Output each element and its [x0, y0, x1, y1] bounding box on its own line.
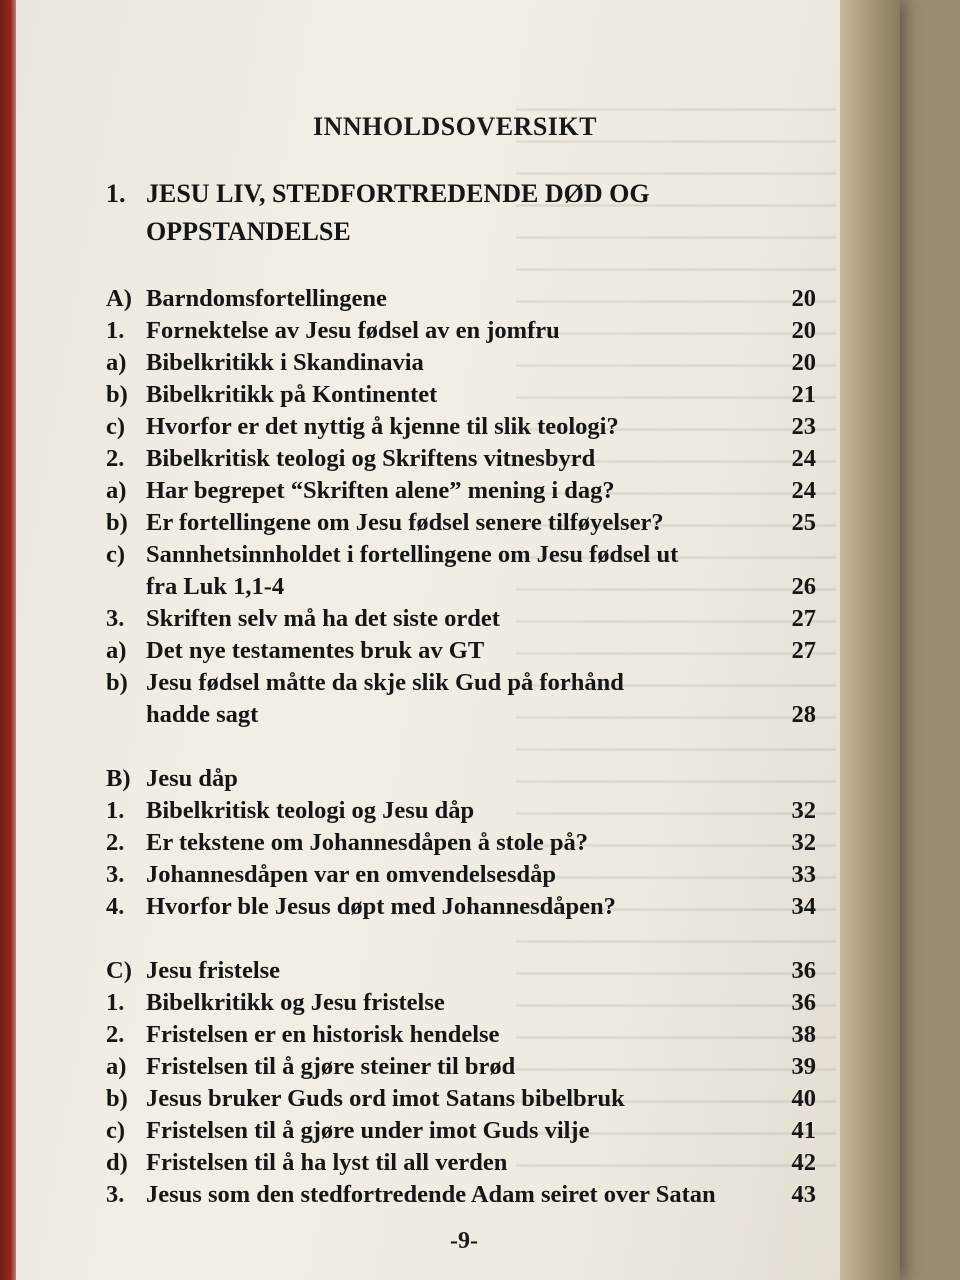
toc-entry-page: 36 — [791, 989, 816, 1016]
chapter-title-line1: JESU LIV, STEDFORTREDENDE DØD OG — [146, 179, 650, 208]
chapter-heading — [106, 178, 816, 210]
toc-entry-number: b) — [106, 669, 128, 696]
toc-entry — [106, 987, 816, 1019]
toc-entry-title: Bibelkritikk og Jesu fristelse — [146, 989, 445, 1016]
toc-entry-title: Er tekstene om Johannesdåpen å stole på? — [146, 829, 588, 856]
toc-entry-number: c) — [106, 1117, 126, 1144]
toc-entry-title: Fornektelse av Jesu fødsel av en jomfru — [146, 317, 560, 344]
page-title: INNHOLDSOVERSIKT — [313, 112, 597, 141]
toc-entry — [106, 827, 816, 859]
toc-entry — [106, 1179, 816, 1211]
toc-entry-page: 42 — [791, 1149, 816, 1176]
toc-entry-number: 1. — [106, 989, 125, 1016]
toc-entry-page: 25 — [791, 509, 816, 536]
toc-entry-page: 41 — [791, 1117, 816, 1144]
toc-entry-title: fra Luk 1,1-4 — [146, 573, 285, 600]
toc-entry-number: 2. — [106, 829, 125, 856]
toc-entry-page: 28 — [791, 701, 816, 728]
toc-entry-number: 4. — [106, 893, 125, 920]
toc-entry-number: B) — [106, 765, 131, 792]
toc-entry — [106, 603, 816, 635]
toc-entry-page: 26 — [791, 573, 816, 600]
toc-entry — [106, 1083, 816, 1115]
toc-entry-page: 24 — [791, 477, 816, 504]
toc-entry-title: Fristelsen til å gjøre steiner til brød — [146, 1053, 516, 1080]
toc-entry-page: 32 — [791, 797, 816, 824]
toc-entry-page: 27 — [791, 605, 816, 632]
toc-entry-number: d) — [106, 1149, 128, 1176]
toc-entry — [106, 379, 816, 411]
toc-entry-page: 20 — [791, 349, 816, 376]
toc-entry-number: 1. — [106, 797, 125, 824]
toc-entry-page: 20 — [791, 317, 816, 344]
toc-entry-number: b) — [106, 1085, 128, 1112]
toc-entry-page: 39 — [791, 1053, 816, 1080]
toc-entry — [106, 1115, 816, 1147]
toc-entry-title: Det nye testamentes bruk av GT — [146, 637, 485, 664]
toc-entry-number: b) — [106, 381, 128, 408]
toc-entry-page: 33 — [791, 861, 816, 888]
toc-entry-number: C) — [106, 957, 132, 984]
toc-entry — [106, 507, 816, 539]
page-edge — [840, 0, 900, 1280]
toc-entry-number: a) — [106, 477, 127, 504]
toc-entry-page: 24 — [791, 445, 816, 472]
chapter-title-line2: OPPSTANDELSE — [146, 217, 351, 246]
toc-entry-number: c) — [106, 541, 126, 568]
toc-entry — [106, 763, 816, 795]
toc-entry-title: Jesu fristelse — [146, 957, 281, 984]
toc-entry — [106, 571, 816, 603]
toc-entry — [106, 539, 816, 571]
toc-entry-page: 36 — [791, 957, 816, 984]
toc-entry-number: a) — [106, 1053, 127, 1080]
toc-entry-page: 21 — [791, 381, 816, 408]
toc-entry-title: Bibelkritikk i Skandinavia — [146, 349, 424, 376]
toc-entry-title: Jesus som den stedfortredende Adam seiret over Satan — [146, 1181, 716, 1208]
toc-entry — [106, 411, 816, 443]
toc-entry-page: 38 — [791, 1021, 816, 1048]
toc-entry-title: Hvorfor ble Jesus døpt med Johannesdåpen? — [146, 893, 616, 920]
toc-entry-title: Fristelsen er en historisk hendelse — [146, 1021, 500, 1048]
toc-entry — [106, 315, 816, 347]
toc-entry-title: Fristelsen til å ha lyst til all verden — [146, 1149, 508, 1176]
toc-entry-number: b) — [106, 509, 128, 536]
toc-entry — [106, 1051, 816, 1083]
page-number: -9- — [450, 1228, 478, 1254]
toc-entry — [106, 1147, 816, 1179]
toc-entry-number: 2. — [106, 1021, 125, 1048]
toc-entry — [106, 1019, 816, 1051]
toc-entry-title: Fristelsen til å gjøre under imot Guds vilje — [146, 1117, 590, 1144]
toc-entry-title: Bibelkritikk på Kontinentet — [146, 381, 438, 408]
toc-entry-title: Er fortellingene om Jesu fødsel senere tilføyelser? — [146, 509, 664, 536]
toc-entry — [106, 891, 816, 923]
toc-entry-title: Hvorfor er det nyttig å kjenne til slik teologi? — [146, 413, 619, 440]
chapter-heading-cont — [106, 216, 816, 248]
toc-entry-title: Bibelkritisk teologi og Skriftens vitnesbyrd — [146, 445, 596, 472]
toc-entry — [106, 635, 816, 667]
toc-entry — [106, 699, 816, 731]
toc-entry — [106, 347, 816, 379]
toc-entry-title: hadde sagt — [146, 701, 259, 728]
toc-entry-number: c) — [106, 413, 126, 440]
toc-entry — [106, 859, 816, 891]
toc-entry-title: Har begrepet “Skriften alene” mening i dag? — [146, 477, 615, 504]
toc-entry — [106, 283, 816, 315]
toc-entry-page: 34 — [791, 893, 816, 920]
toc-entry-page: 43 — [791, 1181, 816, 1208]
toc-entry-page: 20 — [791, 285, 816, 312]
toc-entry-page: 40 — [791, 1085, 816, 1112]
toc-entry — [106, 667, 816, 699]
toc-entry-title: Bibelkritisk teologi og Jesu dåp — [146, 797, 475, 824]
toc-entry-page: 32 — [791, 829, 816, 856]
toc-entry-number: 3. — [106, 1181, 125, 1208]
toc-entry-page: 23 — [791, 413, 816, 440]
toc-entry — [106, 475, 816, 507]
toc-entry-number: a) — [106, 637, 127, 664]
toc-entry — [106, 795, 816, 827]
toc-entry-title: Skriften selv må ha det siste ordet — [146, 605, 500, 632]
toc-entry-number: 3. — [106, 605, 125, 632]
toc-entry-title: Barndomsfortellingene — [146, 285, 387, 312]
toc-entry-number: 2. — [106, 445, 125, 472]
toc-entry-number: a) — [106, 349, 127, 376]
toc-entry — [106, 443, 816, 475]
toc-entry — [106, 955, 816, 987]
toc-entry-title: Jesu dåp — [146, 765, 238, 792]
toc-entry-number: 3. — [106, 861, 125, 888]
toc-entry-title: Johannesdåpen var en omvendelsesdåp — [146, 861, 557, 888]
toc-entry-page: 27 — [791, 637, 816, 664]
toc-entry-number: A) — [106, 285, 132, 312]
toc-entry-title: Jesus bruker Guds ord imot Satans bibelbruk — [146, 1085, 625, 1112]
toc-entry-title: Sannhetsinnholdet i fortellingene om Jesu fødsel ut — [146, 541, 679, 568]
toc-entry-number: 1. — [106, 317, 125, 344]
chapter-number: 1. — [106, 179, 126, 208]
toc-entry-title: Jesu fødsel måtte da skje slik Gud på forhånd — [146, 669, 624, 696]
